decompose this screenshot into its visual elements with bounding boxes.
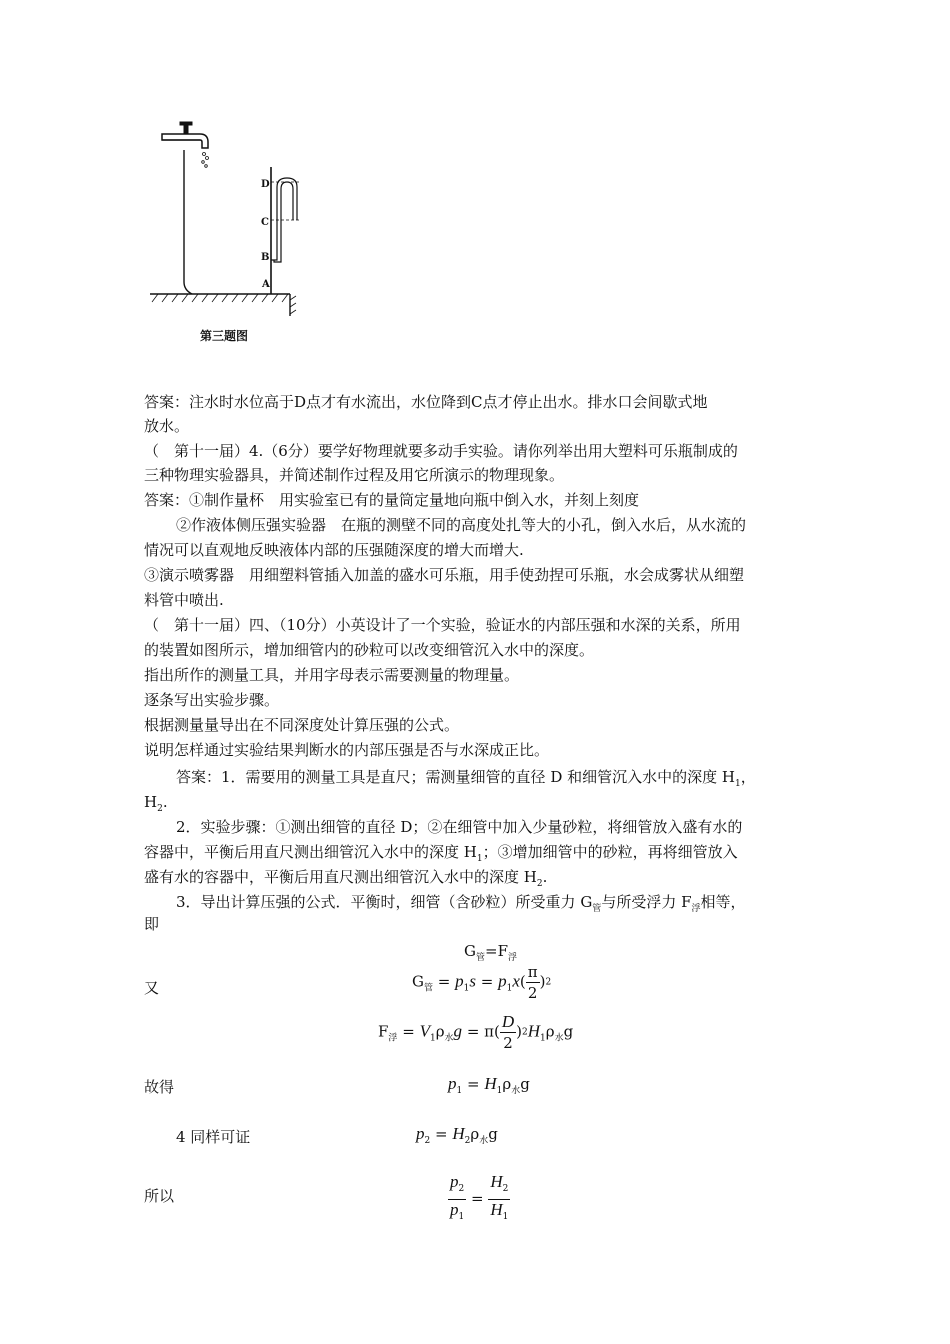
eq6-p2: p xyxy=(450,1172,459,1191)
eq3-den: 2 xyxy=(503,1034,513,1052)
eq3-pi: π xyxy=(484,1022,495,1041)
supply-pipe xyxy=(184,150,192,294)
eq4-g: g xyxy=(520,1075,530,1093)
eq2-sub: 管 xyxy=(423,983,433,994)
step-2-cont-1-text: 容器中，平衡后用直尺测出细管沉入水中的深度 H xyxy=(144,843,477,861)
label-c: C xyxy=(261,217,269,228)
eq6-p1: p xyxy=(450,1200,459,1219)
eq1-eq: =F xyxy=(485,942,508,960)
eq2-p2: p xyxy=(498,971,507,991)
step-2-cont-2-text: 盛有水的容器中，平衡后用直尺测出细管沉入水中的深度 H xyxy=(144,868,537,886)
faucet-icon xyxy=(162,122,208,148)
eq2-p2-sub: 1 xyxy=(506,983,513,994)
siphon-figure xyxy=(140,112,310,342)
eq6-h1: H xyxy=(490,1200,503,1219)
label-b: B xyxy=(261,252,270,263)
eq1-sub2: 浮 xyxy=(507,953,517,963)
formula-ratio: $\frac{p_2}{p_1}$ = $\frac{H_2}{H_1}$ xyxy=(448,1172,510,1227)
answer-iv-step-2-cont-1 xyxy=(144,842,738,862)
eq3-v-sub: 1 xyxy=(429,1033,436,1044)
eq2-p-sub: 1 xyxy=(463,983,470,994)
label-suoyi: 所以 xyxy=(144,1187,175,1205)
answer-4-item-2-cont: 情况可以直观地反映液体内部的压强随深度的增大而增大. xyxy=(144,541,524,559)
right-wall-hatch xyxy=(290,296,296,314)
eq6-h2-sub: 2 xyxy=(502,1184,509,1194)
eq6-h2: H xyxy=(490,1172,503,1191)
eq3-water2: 水 xyxy=(554,1033,564,1044)
question-iv-item-2: 逐条写出实验步骤。 xyxy=(144,691,280,709)
answer-iv-step-2: 2．实验步骤：①测出细管的直径 D；②在细管中加入少量砂粒，将细管放入盛有水的 xyxy=(176,818,743,836)
eq2-frac xyxy=(526,962,540,1003)
question-4-line-1: （ 第十一届）4.（6分）要学好物理就要多动手实验。请你列举出用大塑料可乐瓶制成的 xyxy=(144,442,738,460)
h1-subscript: 1 xyxy=(734,779,741,789)
answer-line-1: 答案：注水时水位高于D点才有水流出，水位降到C点才停止出水。排水口会间歇式地 xyxy=(144,393,708,411)
answer-iv-step-1-cont xyxy=(144,792,168,812)
eq6-h1-sub: 1 xyxy=(502,1212,509,1222)
eq3-g: g xyxy=(453,1021,463,1041)
question-iv-item-3: 根据测量量导出在不同深度处计算压强的公式。 xyxy=(144,716,460,734)
answer-iv-step-3-ji: 即 xyxy=(144,915,160,933)
eq5-g: g xyxy=(488,1125,498,1143)
answer-4-item-2: ②作液体侧压强实验器 在瓶的测壁不同的高度处扎等大的小孔，倒入水后，从水流的 xyxy=(176,516,747,534)
eq2-square: 2 xyxy=(545,977,552,988)
eq5-water: 水 xyxy=(479,1136,489,1146)
question-4-line-2: 三种物理实验器具，并简述制作过程及用它所演示的物理现象。 xyxy=(144,466,565,484)
label-gude: 故得 xyxy=(144,1078,175,1096)
eq5-p: p xyxy=(416,1124,425,1143)
eq2-g: G xyxy=(412,972,424,991)
eq5-rho: ρ xyxy=(470,1125,480,1143)
water-drops xyxy=(202,153,209,168)
step-3-text-c: 相等， xyxy=(700,893,746,911)
eq3-v: V xyxy=(419,1021,430,1041)
answer-iv-step-2-cont-2 xyxy=(144,867,547,887)
step-2-cont-2-end: . xyxy=(542,868,548,886)
answer-iv-step-1 xyxy=(176,767,756,787)
eq6-p2-sub: 2 xyxy=(458,1184,465,1194)
label-d: D xyxy=(261,179,270,190)
eq3-h: H xyxy=(527,1021,541,1041)
h2-subscript: 2 xyxy=(157,804,163,814)
step-2-h1-sub: 1 xyxy=(476,854,483,864)
eq3-sub: 浮 xyxy=(388,1033,398,1044)
eq3-water: 水 xyxy=(444,1033,454,1044)
eq3-frac xyxy=(500,1012,516,1053)
formula-gravity: $G_管 = p_1s = p_1x$( $\frac{\pi}{2}$ )2 xyxy=(412,963,552,1002)
formula-buoyancy: $F_浮 = V_1\rho_水g = \pi$( $\frac{D}{2}$ )$2H_1\rho_水g$ xyxy=(378,1012,574,1052)
eq5-h-sub: 2 xyxy=(464,1136,471,1146)
label-tongyang: 4 同样可证 xyxy=(176,1128,251,1146)
answer-line-2: 放水。 xyxy=(144,417,190,435)
eq5-p-sub: 2 xyxy=(424,1136,431,1146)
formula-p2: $p_2 = H_2\rho_水g$ xyxy=(416,1124,498,1146)
label-a: A xyxy=(262,279,270,290)
ground-hatch xyxy=(152,294,288,302)
answer-iv-step-1-text: 答案：1．需要用的测量工具是直尺；需测量细管的直径 D 和细管沉入水中的深度 H xyxy=(176,768,735,786)
eq4-rho: ρ xyxy=(502,1075,512,1093)
h2-letter: H xyxy=(144,793,158,811)
step-3-text-b: 与所受浮力 F xyxy=(601,893,692,911)
eq4-p-sub: 1 xyxy=(456,1086,463,1096)
eq4-water: 水 xyxy=(511,1086,521,1096)
eq6-p1-sub: 1 xyxy=(458,1212,465,1222)
eq2-s: s xyxy=(469,971,476,991)
eq3-num: D xyxy=(501,1012,515,1031)
eq6-left-frac xyxy=(448,1172,466,1227)
answer-iv-step-3 xyxy=(176,892,746,919)
question-iv-line-1: （ 第十一届）四、（10分）小英设计了一个实验，验证水的内部压强和水深的关系，所用 xyxy=(144,616,741,634)
figure-caption: 第三题图 xyxy=(200,329,249,343)
eq4-h: H xyxy=(484,1074,497,1093)
question-iv-line-2: 的装置如图所示，增加细管内的砂粒可以改变细管沉入水中的深度。 xyxy=(144,641,595,659)
eq2-x: x xyxy=(512,971,520,991)
eq3-h-sub: 1 xyxy=(540,1033,546,1044)
eq3-square: 2 xyxy=(522,1027,528,1038)
eq5-h: H xyxy=(452,1124,465,1143)
h2-end: . xyxy=(162,793,168,811)
eq1-sub1: 管 xyxy=(475,953,485,963)
answer-4-item-3: ③演示喷雾器 用细塑料管插入加盖的盛水可乐瓶，用手使劲捏可乐瓶，水会成雾状从细塑 xyxy=(144,566,745,584)
answer-4-item-3-cont: 料管中喷出. xyxy=(144,591,224,609)
eq3-rho: ρ xyxy=(435,1022,445,1041)
eq4-p: p xyxy=(448,1074,457,1093)
eq2-den: 2 xyxy=(527,984,538,1002)
question-iv-item-1: 指出所作的测量工具，并用字母表示需要测量的物理量。 xyxy=(144,666,520,684)
step-3-text-a: 3．导出计算压强的公式．平衡时，细管（含砂粒）所受重力 G xyxy=(176,893,593,911)
eq3-rho2: ρ xyxy=(545,1022,555,1041)
g-tube-sub: 管 xyxy=(592,904,602,914)
eq3-f: F xyxy=(378,1022,389,1041)
answer-iv-step-1-end: ， xyxy=(740,768,756,786)
question-iv-item-4: 说明怎样通过实验结果判断水的内部压强是否与水深成正比。 xyxy=(144,741,550,759)
eq2-p: p xyxy=(455,971,464,991)
eq6-right-frac xyxy=(488,1172,510,1227)
formula-p1: $p_1 = H_1\rho_水g$ xyxy=(448,1074,530,1096)
label-you: 又 xyxy=(144,979,160,997)
eq3-g2: g xyxy=(563,1022,574,1041)
f-float-sub: 浮 xyxy=(691,904,701,914)
step-2-cont-1-end: ；③增加细管中的砂粒，再将细管放入 xyxy=(482,843,738,861)
answer-4-item-1: 答案：①制作量杯 用实验室已有的量筒定量地向瓶中倒入水，并刻上刻度 xyxy=(144,491,640,509)
eq2-num: π xyxy=(527,963,538,981)
step-2-h2-sub: 2 xyxy=(536,879,543,889)
eq4-h-sub: 1 xyxy=(496,1086,503,1096)
formula-balance xyxy=(464,942,517,963)
eq1-g: G xyxy=(464,942,476,960)
